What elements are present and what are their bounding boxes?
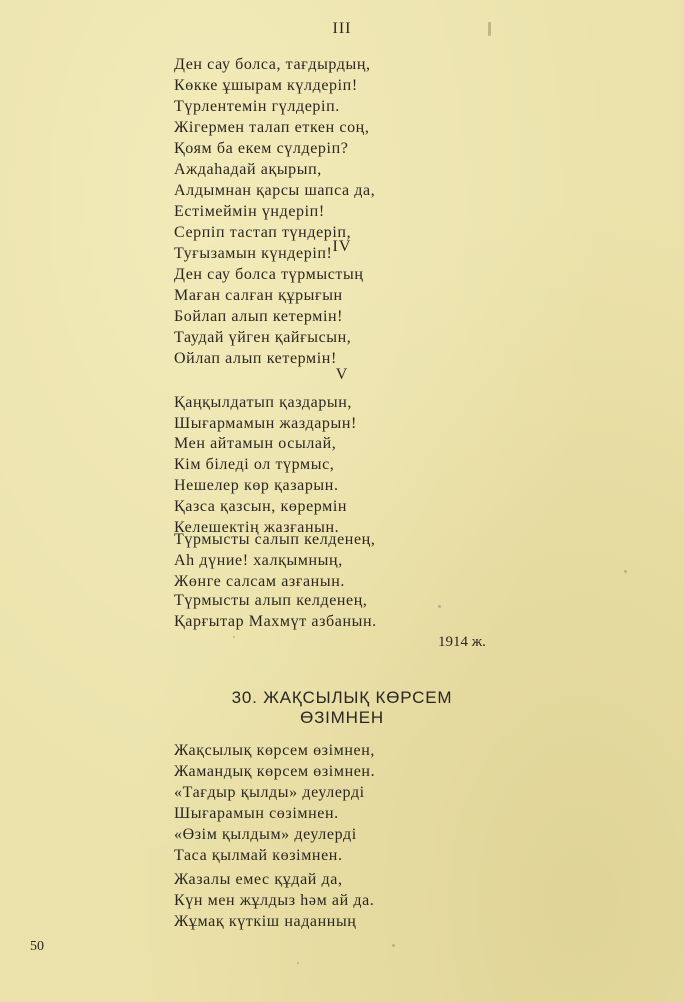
page-number: 50	[30, 939, 44, 954]
poem-line: Естімеймін үндеріп!	[174, 203, 325, 220]
paper-speck	[438, 605, 441, 608]
poem-line: Жамандық көрсем өзімнен.	[174, 763, 376, 780]
poem-line: Ден сау болса түрмыстың	[174, 266, 364, 283]
poem-date: 1914 ж.	[438, 634, 486, 650]
poem-line: Түрмысты алып келденең,	[174, 592, 368, 609]
poem-line: Ойлап алып кетермін!	[174, 350, 337, 367]
poem-line: Келешектің жазғанын.	[174, 519, 340, 536]
section-heading-iii: III	[332, 20, 352, 37]
poem-line: Түрлентемін гүлдеріп.	[174, 98, 340, 115]
stanza-section-iii	[174, 54, 375, 264]
poem-line: Нешелер көр қазарын.	[174, 477, 339, 494]
poem-line: «Тағдыр қылды» деулерді	[174, 784, 365, 801]
poem-line: Қаңқылдатып қаздарын,	[174, 394, 353, 411]
poem-line: Алдымнан қарсы шапса да,	[174, 182, 376, 199]
poem-line: Кім біледі ол түрмыс,	[174, 456, 335, 473]
poem-line: Туғызамын күндеріп!	[174, 245, 333, 262]
poem-line: Серпіп тастап түндеріп,	[174, 224, 352, 241]
poem-line: Түрмысты салып келденең,	[174, 531, 376, 548]
poem-line: Мен айтамын осылай,	[174, 435, 337, 452]
poem-line: Аһ дүние! халқымның,	[174, 552, 343, 569]
stanza-section-iv	[174, 264, 364, 369]
poem-line: Жігермен талап еткен соң,	[174, 119, 370, 136]
section-heading-iv: IV	[332, 238, 352, 255]
poem-line: Таудай үйген қайғысын,	[174, 329, 352, 346]
section-heading-v: V	[335, 366, 349, 383]
poem-line: Қарғытар Махмүт азбанын.	[174, 613, 377, 630]
poem-line: Таса қылмай көзімнен.	[174, 847, 343, 864]
poem-line: Жұмақ күткіш наданның	[174, 913, 357, 930]
poem-line: Маған салған құрығын	[174, 287, 343, 304]
paper-speck	[297, 962, 299, 964]
poem-line: Жөнге салсам азғанын.	[174, 573, 345, 590]
stanza-poem-30-2	[174, 869, 374, 932]
poem-line: Ден сау болса, тағдырдың,	[174, 56, 371, 73]
paper-speck	[488, 22, 491, 36]
stanza-section-v-4	[174, 590, 377, 632]
poem-line: Бойлап алып кетермін!	[174, 308, 344, 325]
poem-title-line: ӨЗІМНЕН	[300, 708, 384, 727]
stanza-section-v-1	[174, 392, 357, 434]
poem-title-line: 30. ЖАҚСЫЛЫҚ КӨРСЕМ	[231, 688, 453, 707]
poem-line: Шығарамын сөзімнен.	[174, 805, 339, 822]
poem-line: Көкке ұшырам күлдеріп!	[174, 77, 358, 94]
paper-speck	[233, 636, 235, 638]
poem-line: Аждаһадай ақырып,	[174, 161, 322, 178]
stanza-section-v-3	[174, 529, 375, 592]
stanza-section-v-2	[174, 433, 347, 538]
poem-line: Жазалы емес құдай да,	[174, 871, 343, 888]
stanza-poem-30-1	[174, 740, 375, 866]
poem-line: Жақсылық көрсем өзімнен,	[174, 742, 375, 759]
paper-speck	[624, 570, 627, 573]
poem-line: Күн мен жұлдыз һәм ай да.	[174, 892, 375, 909]
poem-line: «Өзім қылдым» деулерді	[174, 826, 357, 843]
poem-line: Шығармамын жаздарын!	[174, 415, 357, 432]
poem-title	[0, 688, 684, 728]
poem-line: Қазса қазсын, көрермін	[174, 498, 348, 515]
paper-speck	[392, 944, 395, 947]
poem-line: Қоям ба екем сүлдеріп?	[174, 140, 349, 157]
